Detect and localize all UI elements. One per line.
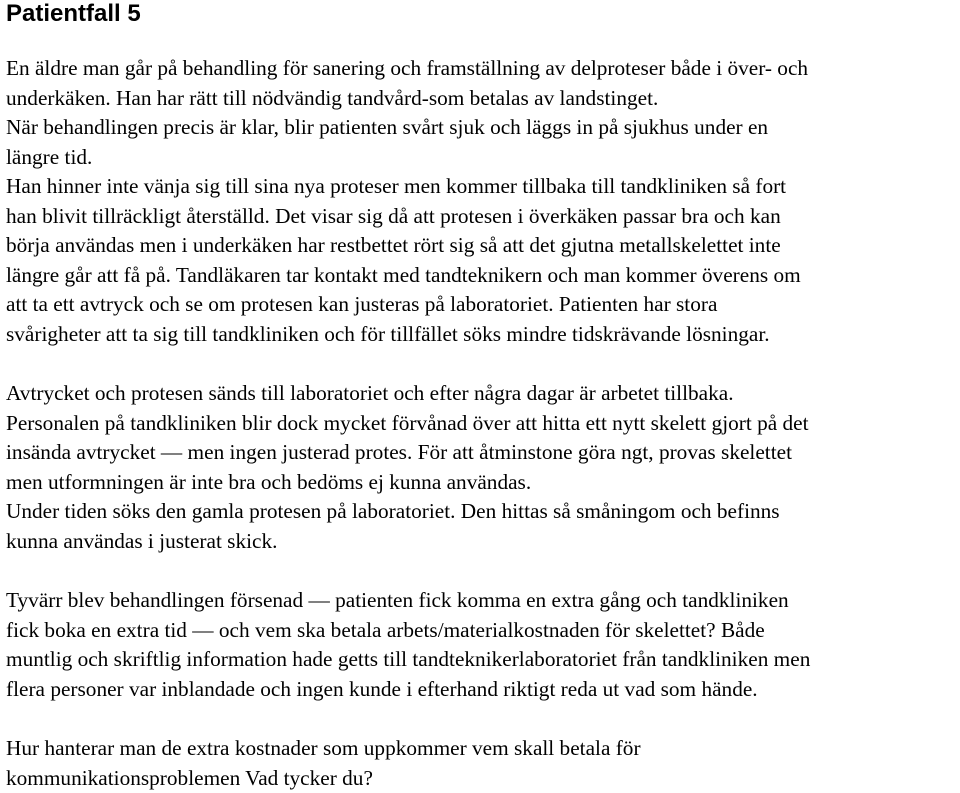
text-line: insända avtrycket — men ingen justerad protes. För att åtminstone göra ngt, provas skelettet [6, 438, 956, 468]
text-line: muntlig och skriftlig information hade getts till tandteknikerlaboratoriet från tandkliniken men [6, 645, 956, 675]
text-line: Avtrycket och protesen sänds till laboratoriet och efter några dagar är arbetet tillbaka. [6, 379, 956, 409]
paragraph-delay [6, 586, 956, 704]
text-line: att ta ett avtryck och se om protesen kan justeras på laboratoriet. Patienten har stora [6, 290, 956, 320]
text-line: Tyvärr blev behandlingen försenad — patienten fick komma en extra gång och tandkliniken [6, 586, 956, 616]
paragraph-case-description [6, 54, 956, 349]
text-line: kunna användas i justerat skick. [6, 527, 956, 557]
text-line: längre tid. [6, 143, 956, 173]
text-line: När behandlingen precis är klar, blir patienten svårt sjuk och läggs in på sjukhus under en [6, 113, 956, 143]
text-line: Hur hanterar man de extra kostnader som uppkommer vem skall betala för [6, 734, 956, 764]
text-line: flera personer var inblandade och ingen kunde i efterhand riktigt reda ut vad som hände. [6, 675, 956, 705]
page-title: Patientfall 5 [6, 0, 956, 28]
text-line: underkäken. Han har rätt till nödvändig tandvård-som betalas av landstinget. [6, 84, 956, 114]
text-line: En äldre man går på behandling för sanering och framställning av delproteser både i över- och [6, 54, 956, 84]
text-line: han blivit tillräckligt återställd. Det visar sig då att protesen i överkäken passar bra och kan [6, 202, 956, 232]
text-line: Han hinner inte vänja sig till sina nya proteser men kommer tillbaka till tandkliniken så fort [6, 172, 956, 202]
document-page [6, 0, 956, 793]
text-line: Under tiden söks den gamla protesen på laboratoriet. Den hittas så småningom och befinns [6, 497, 956, 527]
text-line: börja användas men i underkäken har restbettet rört sig så att det gjutna metallskelettet inte [6, 231, 956, 261]
paragraph-question [6, 734, 956, 793]
text-line: kommunikationsproblemen Vad tycker du? [6, 764, 956, 793]
text-line: Personalen på tandkliniken blir dock mycket förvånad över att hitta ett nytt skelett gjort på det [6, 409, 956, 439]
text-line: men utformningen är inte bra och bedöms ej kunna användas. [6, 468, 956, 498]
text-line: svårigheter att ta sig till tandkliniken och för tillfället söks mindre tidskrävande lösningar. [6, 320, 956, 350]
text-line: fick boka en extra tid — och vem ska betala arbets/materialkostnaden för skelettet? Både [6, 616, 956, 646]
paragraph-laboratory [6, 379, 956, 556]
text-line: längre går att få på. Tandläkaren tar kontakt med tandteknikern och man kommer överens om [6, 261, 956, 291]
